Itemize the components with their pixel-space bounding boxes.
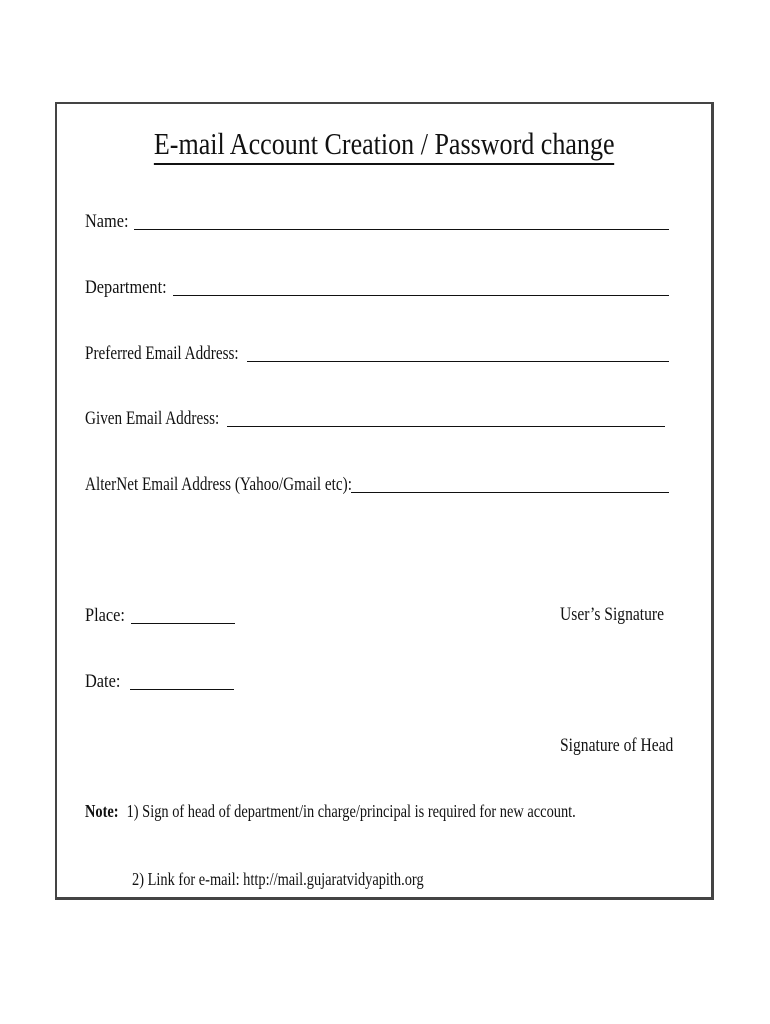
preferred-email-label: Preferred Email Address: xyxy=(85,343,239,364)
note-line-2 xyxy=(132,868,497,890)
alternet-email-label: AlterNet Email Address (Yahoo/Gmail etc): xyxy=(85,474,352,495)
date-label: Date: xyxy=(85,671,121,692)
preferred-email-field-row xyxy=(85,343,669,365)
department-blank-line xyxy=(173,294,669,296)
name-field-row xyxy=(85,211,669,233)
preferred-email-blank-line xyxy=(247,360,669,362)
form-title: E-mail Account Creation / Password change xyxy=(57,122,711,166)
note-line-1 xyxy=(85,800,698,822)
place-field-row xyxy=(85,605,235,627)
given-email-field-row xyxy=(85,408,665,430)
name-label: Name: xyxy=(85,211,129,232)
name-blank-line xyxy=(134,228,669,230)
users-signature-label: User’s Signature xyxy=(560,604,664,625)
department-field-row xyxy=(85,277,669,299)
department-label: Department: xyxy=(85,277,167,298)
head-signature-label: Signature of Head xyxy=(560,735,674,756)
place-blank-line xyxy=(131,622,235,624)
date-blank-line xyxy=(130,688,234,690)
given-email-label: Given Email Address: xyxy=(85,408,220,429)
note-2-text: 2) Link for e-mail: http://mail.gujaratvidyapith.org xyxy=(132,869,424,889)
date-field-row xyxy=(85,671,234,693)
note-label: Note: xyxy=(85,801,119,821)
alternet-email-field-row xyxy=(85,474,669,496)
alternet-email-blank-line xyxy=(351,491,669,493)
email-account-form xyxy=(55,102,714,900)
given-email-blank-line xyxy=(227,425,665,427)
note-1-text: 1) Sign of head of department/in charge/principal is required for new account. xyxy=(126,801,576,821)
place-label: Place: xyxy=(85,605,125,626)
